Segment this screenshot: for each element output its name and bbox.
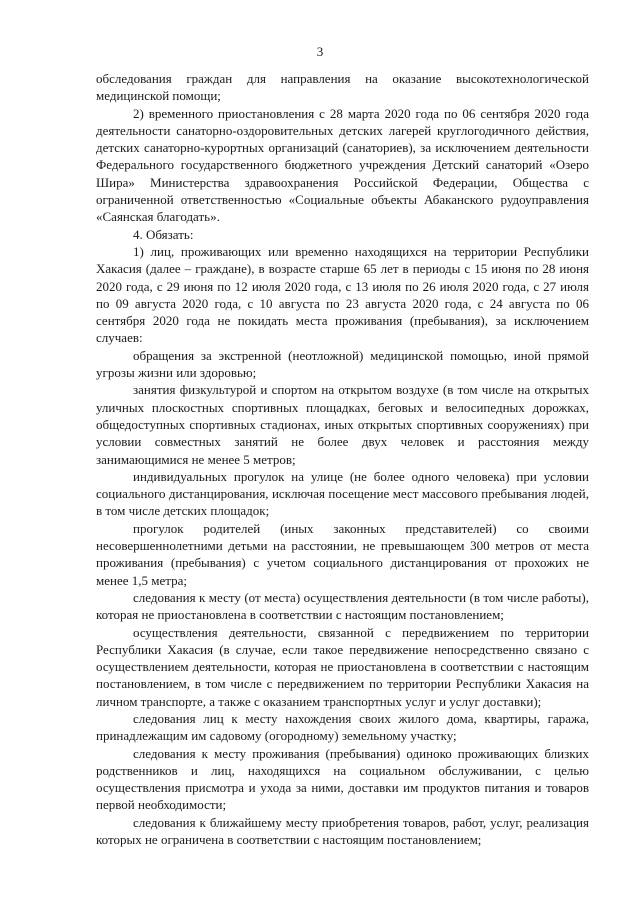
paragraph: следования к ближайшему месту приобретения товаров, работ, услуг, реализация которых не ограничена в соответствии с настоящим постановлением;: [96, 814, 589, 848]
paragraph: обследования граждан для направления на оказание высокотехнологической медицинской помощи;: [96, 71, 589, 104]
paragraph: обращения за экстренной (неотложной) медицинской помощью, иной прямой угрозы жизни или здоровью;: [96, 347, 589, 381]
paragraph: 1) лиц, проживающих или временно находящихся на территории Республики Хакасия (далее – граждане), в возрасте старше 65 лет в периоды с 15 июня по 28 июня 2020 года, с 29 июня по 12 июля 2020 года, с 13 июля по 26 июля 2020 года, с 27 июля по 09 августа 2020 года, с 10 августа по 23 августа 2020 года, с 24 августа по 06 сентября 2020 года не покидать места проживания (пребывания), за исключением случаев:: [96, 243, 589, 346]
paragraph: прогулок родителей (иных законных представителей) со своими несовершеннолетними детьми на расстоянии, не превышающем 300 метров от места проживания (пребывания) с учетом социального дистанцирования от прохожих не менее 1,5 метра;: [96, 520, 589, 588]
paragraph: следования к месту (от места) осуществления деятельности (в том числе работы), которая не приостановлена в соответствии с настоящим постановлением;: [96, 589, 589, 623]
document-body: [96, 70, 589, 848]
paragraph: 4. Обязать:: [133, 226, 194, 242]
paragraph: следования к месту проживания (пребывания) одиноко проживающих близких родственников и лиц, находящихся на социальном обслуживании, с целью осуществления присмотра и ухода за ними, доставки им продуктов питания и товаров первой необходимости;: [96, 745, 589, 813]
paragraph: 2) временного приостановления с 28 марта 2020 года по 06 сентября 2020 года деятельности санаторно-оздоровительных детских лагерей круглогодичного действия, детских санаторно-курортных организаций (санаториев), за исключением деятельности Федерального государственного бюджетного учреждения Детский санаторий «Озеро Шира» Министерства здравоохранения Российской Федерации, Общества с ограниченной ответственностью «Социальные объекты Абаканского рудоуправления «Саянская благодать».: [96, 105, 589, 225]
paragraph: осуществления деятельности, связанной с передвижением по территории Республики Хакасия (в случае, если такое передвижение непосредственно связано с осуществлением деятельности, которая не приостановлена в соответствии с настоящим постановлением, в том числе с передвижением по территории Республики Хакасия на личном транспорте, а также с оказанием транспортных услуг и услуг доставки);: [96, 624, 589, 709]
paragraph: занятия физкультурой и спортом на открытом воздухе (в том числе на открытых уличных плоскостных спортивных площадках, беговых и велосипедных дорожках, общедоступных спортивных стадионах, иных открытых спортивных сооружениях) при условии совместных занятий не более двух человек и расстояния между занимающимися не менее 5 метров;: [96, 382, 589, 467]
page-number: 3: [316, 44, 324, 59]
paragraph: индивидуальных прогулок на улице (не более одного человека) при условии социального дистанцирования, исключая посещение мест массового пребывания людей, в том числе детских площадок;: [96, 468, 589, 519]
paragraph: следования лиц к месту нахождения своих жилого дома, квартиры, гаража, принадлежащим им садовому (огородному) земельному участку;: [96, 710, 589, 744]
